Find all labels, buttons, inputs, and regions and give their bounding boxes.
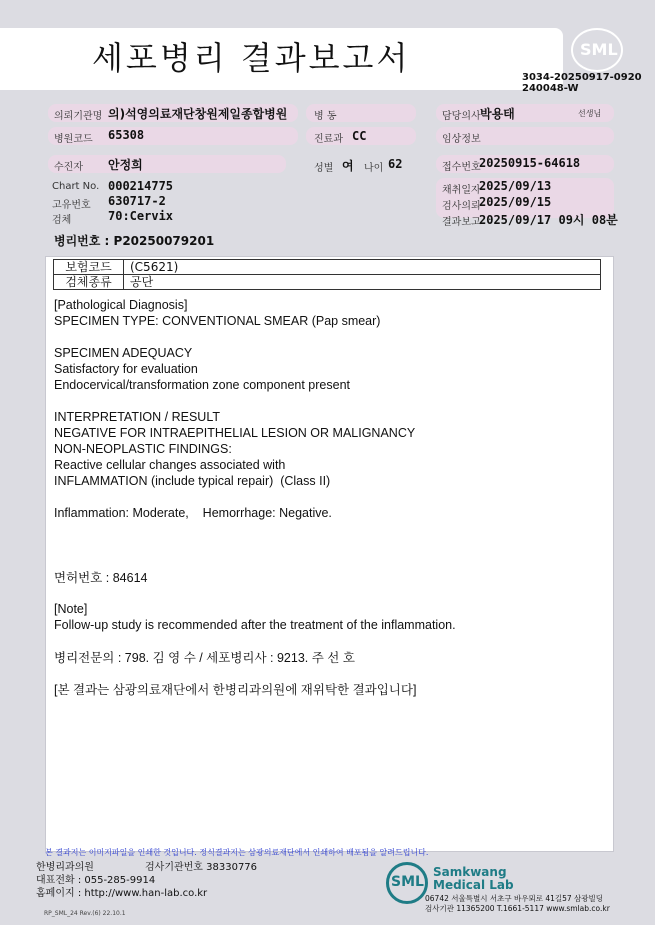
institution-value: 의)석영의료재단창원제일종합병원 bbox=[108, 107, 288, 121]
reception-label: 접수번호 bbox=[442, 162, 481, 173]
collect-value: 2025/09/13 bbox=[479, 179, 552, 193]
print-notice: 본 결과지는 이미지파일을 인쇄한 것입니다. 정식결과지는 삼광의료재단에서 인쇄하여 배포됨을 알려드립니다. bbox=[45, 848, 429, 857]
patient-value: 안정희 bbox=[108, 158, 143, 172]
specialists-line: 병리전문의 : 798. 김 영 수 / 세포병리사 : 9213. 주 선 호 bbox=[54, 651, 355, 665]
report-number bbox=[522, 72, 652, 94]
specimen-type-label: 검체종류 bbox=[54, 275, 124, 290]
unique-value: 630717-2 bbox=[108, 194, 166, 208]
brand-name-line1: Samkwang bbox=[433, 865, 507, 879]
specimen-type-line: SPECIMEN TYPE: CONVENTIONAL SMEAR (Pap smear) bbox=[54, 314, 381, 328]
sex-value: 여 bbox=[342, 159, 354, 173]
interpretation-heading: INTERPRETATION / RESULT bbox=[54, 410, 220, 424]
unique-label: 고유번호 bbox=[52, 200, 91, 211]
ward-label: 병 동 bbox=[314, 111, 337, 122]
report-number-line2: 240048-W bbox=[522, 83, 579, 94]
findings-heading: NON-NEOPLASTIC FINDINGS: bbox=[54, 442, 232, 456]
result-label: 결과보고 bbox=[442, 217, 481, 228]
agency-number: 검사기관번호 38330776 bbox=[145, 862, 258, 873]
dept-value: CC bbox=[352, 129, 367, 143]
sex-label: 성별 bbox=[314, 163, 334, 174]
hospital-code-label: 병원코드 bbox=[54, 134, 93, 145]
table-row bbox=[54, 260, 601, 275]
clinical-label: 임상정보 bbox=[442, 134, 481, 145]
note-body: Follow-up study is recommended after the treatment of the inflammation. bbox=[54, 618, 456, 632]
samkwang-logo: SML bbox=[391, 874, 424, 890]
specimen-type-value: 공단 bbox=[124, 275, 601, 290]
reception-value: 20250915-64618 bbox=[479, 156, 581, 170]
specimen-value: 70:Cervix bbox=[108, 209, 174, 223]
institution-label: 의뢰기관명 bbox=[54, 111, 103, 122]
result-value: 2025/09/17 09시 08분 bbox=[479, 213, 618, 227]
test-value: 2025/09/15 bbox=[479, 195, 552, 209]
note-heading: [Note] bbox=[54, 602, 88, 616]
sml-logo: SML bbox=[580, 40, 618, 59]
collect-label: 채취일자 bbox=[442, 185, 481, 196]
insurance-table bbox=[53, 259, 601, 290]
adequacy-line1: Satisfactory for evaluation bbox=[54, 362, 198, 376]
diagnosis-heading: [Pathological Diagnosis] bbox=[54, 298, 188, 312]
report-number-line1: 3034-20250917-0920 bbox=[522, 72, 642, 83]
findings-line1: Reactive cellular changes associated with bbox=[54, 458, 286, 472]
pathology-number: 병리번호 : P20250079201 bbox=[54, 234, 215, 248]
adequacy-heading: SPECIMEN ADEQUACY bbox=[54, 346, 193, 360]
insurance-code-value: (C5621) bbox=[124, 260, 601, 275]
homepage-line: 홈페이지 : http://www.han-lab.co.kr bbox=[36, 888, 208, 899]
address-line: 06742 서울특별시 서초구 바우뫼로 41길57 삼광빌딩 bbox=[425, 894, 604, 903]
age-value: 62 bbox=[388, 157, 403, 171]
phone-line: 대표전화 : 055-285-9914 bbox=[36, 875, 156, 886]
patient-label: 수진자 bbox=[54, 162, 83, 173]
doctor-suffix: 선생님 bbox=[578, 109, 602, 118]
form-code: RP_SML_24 Rev.(6) 22.10.1 bbox=[44, 910, 126, 917]
adequacy-line2: Endocervical/transformation zone component present bbox=[54, 378, 350, 392]
address-line2: 검사기관 11365200 T.1661-5117 www.smlab.co.kr bbox=[425, 904, 610, 913]
doctor-value: 박용태 bbox=[480, 107, 515, 121]
samkwang-brand bbox=[433, 866, 514, 892]
table-row bbox=[54, 275, 601, 290]
page-title: 세포병리 결과보고서 bbox=[92, 39, 411, 77]
dept-label: 진료과 bbox=[314, 134, 343, 145]
chart-value: 000214775 bbox=[108, 179, 174, 193]
hospital-code-value: 65308 bbox=[108, 128, 145, 142]
chart-label: Chart No. bbox=[52, 181, 100, 192]
inflammation-line: Inflammation: Moderate, Hemorrhage: Negative. bbox=[54, 506, 332, 520]
doctor-label: 담당의사 bbox=[442, 111, 481, 122]
brand-name-line2: Medical Lab bbox=[433, 878, 514, 892]
license-line: 면허번호 : 84614 bbox=[54, 571, 148, 585]
clinic-name: 한병리과의원 bbox=[36, 862, 94, 873]
insurance-code-label: 보험코드 bbox=[54, 260, 124, 275]
findings-line2: INFLAMMATION (include typical repair) (Class II) bbox=[54, 474, 331, 488]
consigned-line: [본 결과는 삼광의료재단에서 한병리과의원에 재위탁한 결과입니다] bbox=[54, 683, 417, 697]
result-line: NEGATIVE FOR INTRAEPITHELIAL LESION OR MALIGNANCY bbox=[54, 426, 416, 440]
age-label: 나이 bbox=[364, 163, 384, 174]
test-label: 검사의뢰 bbox=[442, 201, 481, 212]
patient-pill bbox=[48, 155, 286, 173]
specimen-label: 검체 bbox=[52, 215, 72, 226]
